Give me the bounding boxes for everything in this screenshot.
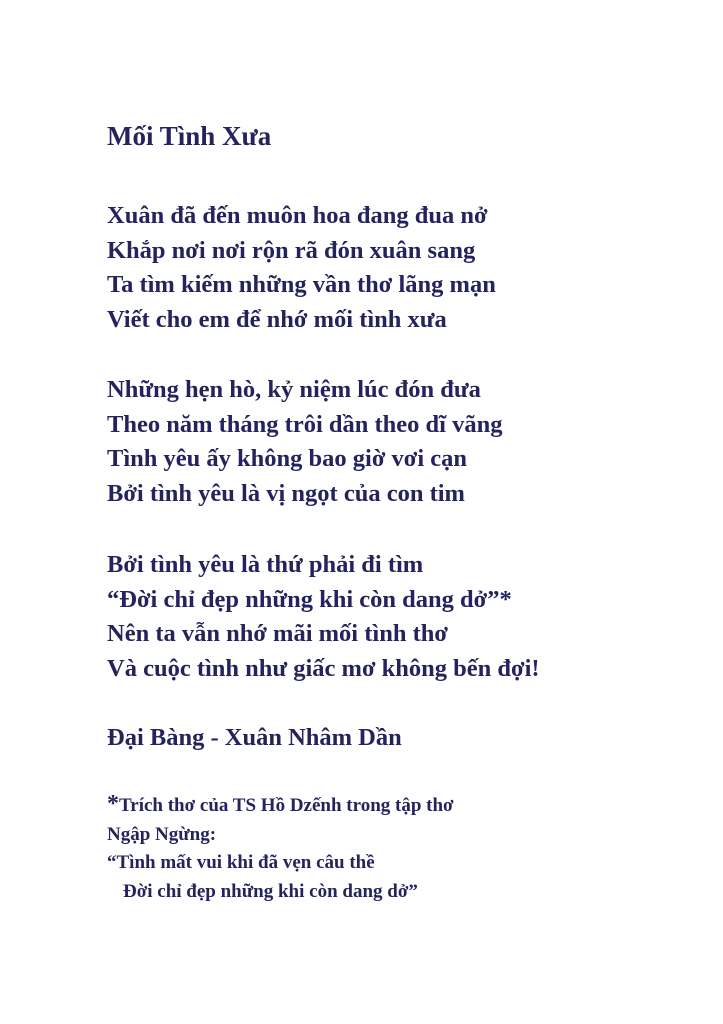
poem-line: Những hẹn hò, kỷ niệm lúc đón đưa (107, 376, 481, 403)
footnote-line: Ngập Ngừng: (107, 823, 217, 845)
poem-line: Viết cho em để nhớ mối tình xưa (107, 306, 447, 334)
footnote-source: Trích thơ của TS Hồ Dzếnh trong tập thơ (119, 795, 454, 816)
poem-line: Bởi tình yêu là thứ phải đi tìm (107, 551, 424, 578)
poem-title: Mối Tình Xưa (107, 121, 272, 151)
poem-line: Bởi tình yêu là vị ngọt của con tim (107, 480, 465, 508)
footnote (107, 790, 454, 906)
footnote-quote-line: “Tình mất vui khi đã vẹn câu thề (107, 852, 375, 873)
stanza-2 (107, 373, 502, 512)
stanza-1 (107, 199, 496, 338)
stanza-3 (107, 548, 540, 687)
poem-line: Nên ta vẫn nhớ mãi mối tình thơ (107, 620, 448, 648)
poem-line: “Đời chỉ đẹp những khi còn dang dở”* (107, 585, 512, 613)
poem-line: Theo năm tháng trôi dần theo dĩ vãng (107, 410, 503, 438)
author-signature: Đại Bàng - Xuân Nhâm Dần (107, 724, 402, 751)
footnote-line (107, 790, 454, 821)
footnote-marker: * (107, 791, 119, 817)
poem-line: Và cuộc tình như giấc mơ không bến đợi! (107, 655, 540, 683)
poem-line: Xuân đã đến muôn hoa đang đua nở (107, 202, 488, 229)
footnote-quote-line: Đời chỉ đẹp những khi còn dang dở” (123, 880, 418, 902)
poem-line: Khắp nơi nơi rộn rã đón xuân sang (107, 236, 476, 264)
poem-line: Tình yêu ấy không bao giờ vơi cạn (107, 445, 468, 473)
poem-line: Ta tìm kiếm những vần thơ lãng mạn (107, 271, 496, 299)
